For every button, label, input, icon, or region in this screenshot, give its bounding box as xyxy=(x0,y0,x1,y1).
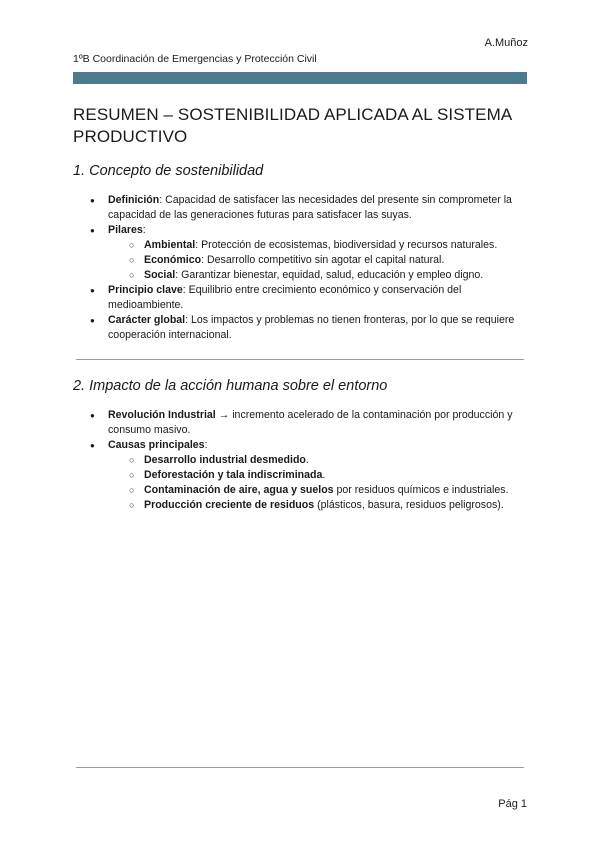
page-number: Pág 1 xyxy=(498,798,527,810)
header-band xyxy=(73,72,527,84)
caracter-text: : Los impactos y problemas no tienen fronteras, por lo que se requiere cooperación internacional. xyxy=(108,314,515,341)
author-name: A.Muñoz xyxy=(484,37,528,49)
revolucion-text: → incremento acelerado de la contaminación por producción y consumo masivo. xyxy=(108,409,513,436)
list-item-pilares xyxy=(73,223,533,238)
causa-text: (plásticos, basura, residuos peligrosos). xyxy=(314,499,504,511)
section2-list xyxy=(73,408,533,513)
section1-heading: 1. Concepto de sostenibilidad xyxy=(73,163,264,179)
sub-item-economico xyxy=(73,253,533,268)
list-item-revolucion xyxy=(73,408,533,438)
causa-text: . xyxy=(322,469,326,481)
list-item-causas xyxy=(73,438,533,453)
principio-text: : Equilibrio entre crecimiento económico y conservación del medioambiente. xyxy=(108,284,462,311)
causa-text: . xyxy=(305,454,309,466)
definicion-label: Definición xyxy=(108,194,160,206)
pilares-label: Pilares xyxy=(108,224,143,236)
list-item-definicion xyxy=(73,193,533,223)
section1-list xyxy=(73,193,533,343)
sub-item-causa xyxy=(73,498,533,513)
sub-item-social xyxy=(73,268,533,283)
causas-label: Causas principales xyxy=(108,439,205,451)
causa-label: Contaminación de aire, agua y suelos xyxy=(144,484,334,496)
section2-heading: 2. Impacto de la acción humana sobre el entorno xyxy=(73,378,388,394)
pilar-label: Ambiental xyxy=(144,239,196,251)
caracter-label: Carácter global xyxy=(108,314,186,326)
principio-label: Principio clave xyxy=(108,284,183,296)
causa-label: Producción creciente de residuos xyxy=(144,499,315,511)
pilar-label: Económico xyxy=(144,254,202,266)
sub-item-causa xyxy=(73,468,533,483)
footer-divider xyxy=(76,767,524,768)
section-divider xyxy=(76,359,524,360)
pilar-text: : Desarrollo competitivo sin agotar el capital natural. xyxy=(201,254,445,266)
list-item-caracter xyxy=(73,313,533,343)
definicion-text: : Capacidad de satisfacer las necesidades del presente sin comprometer la capacidad de las generaciones futuras para satisfacer las suyas. xyxy=(108,194,512,221)
list-item-principio xyxy=(73,283,533,313)
document-title: RESUMEN – SOSTENIBILIDAD APLICADA AL SISTEMA PRODUCTIVO xyxy=(73,105,512,146)
sub-item-ambiental xyxy=(73,238,533,253)
causa-text: por residuos químicos e industriales. xyxy=(333,484,509,496)
causa-label: Deforestación y tala indiscriminada xyxy=(144,469,323,481)
pilares-suffix: : xyxy=(142,224,146,236)
causas-suffix: : xyxy=(204,439,208,451)
course-name: 1ºB Coordinación de Emergencias y Protección Civil xyxy=(73,53,317,65)
causa-label: Desarrollo industrial desmedido xyxy=(144,454,306,466)
sub-item-causa xyxy=(73,483,533,498)
sub-item-causa xyxy=(73,453,533,468)
revolucion-label: Revolución Industrial xyxy=(108,409,216,421)
pilar-text: : Garantizar bienestar, equidad, salud, educación y empleo digno. xyxy=(175,269,484,281)
pilar-label: Social xyxy=(144,269,176,281)
pilar-text: : Protección de ecosistemas, biodiversidad y recursos naturales. xyxy=(195,239,498,251)
